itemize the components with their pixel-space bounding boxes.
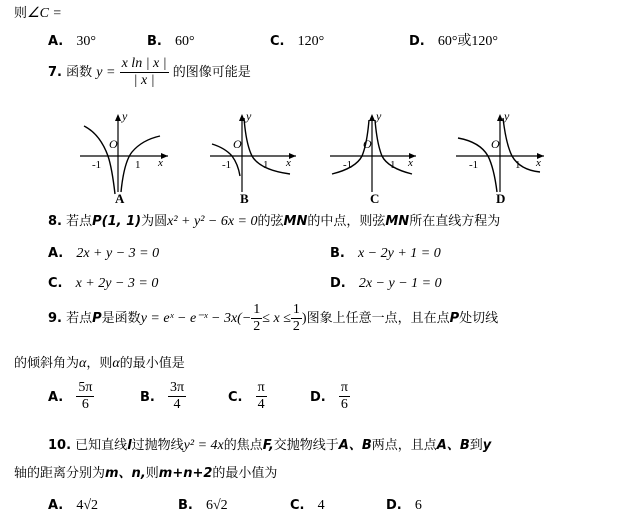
q6-option-d[interactable]: D. 60°或120°	[409, 34, 499, 49]
q7-suffix: 的图像可能是	[172, 65, 251, 80]
q9-half-left: $\frac{1}{2}$	[253, 302, 261, 334]
intro-line	[14, 2, 62, 22]
q9-option-c[interactable]: C. $\frac{\pi}{4}$	[228, 380, 265, 412]
graph-a-right-curve	[121, 136, 160, 192]
q7-fraction: $\frac{\text{x ln | x |}}{| x |}$	[121, 56, 167, 88]
q9-number: 9.	[48, 311, 62, 326]
q8-option-c[interactable]: C. x + 2y − 3 = 0	[48, 276, 159, 291]
q9-option-d[interactable]: D. $\frac{\pi}{6}$	[310, 380, 348, 412]
graph-d-caption: D	[496, 191, 506, 204]
graph-a-x-label: x	[158, 157, 163, 169]
graph-d-origin: O	[491, 137, 500, 151]
graph-a-tick-pos: 1	[135, 159, 141, 171]
graph-c-tick-neg: -1	[343, 159, 353, 171]
graph-a-y-label: y	[122, 109, 128, 123]
q9-stem-line2: 的倾斜角为α，则α的最小值是	[14, 356, 185, 371]
q9-half-right: $\frac{1}{2}$	[292, 302, 300, 334]
q8-number: 8.	[48, 214, 62, 229]
q8-equation: x² + y² − 6x = 0	[167, 214, 258, 229]
q8-option-d[interactable]: D. 2x − y − 1 = 0	[330, 276, 442, 291]
q7-stem	[48, 56, 251, 89]
q10-expression: m+n+2	[158, 466, 213, 481]
q9-option-a[interactable]: A. $\frac{5\pi}{6}$	[48, 380, 93, 412]
graph-a[interactable]	[80, 109, 168, 204]
graph-b-y-label: y	[246, 109, 252, 123]
q10-stem: 10. 已知直线l过抛物线y² = 4x的焦点F,交抛物线于A、B两点，且点A、B到y	[48, 438, 492, 453]
q9-stem: 9. 若点P是函数y = eˣ − e⁻ˣ − 3x(− $\frac{1}{2}$ ≤ x ≤ $\frac{1}{2}$ )图象上任意一点，且在点P处切线	[48, 302, 499, 334]
graph-c-y-label: y	[376, 109, 382, 123]
q10-option-a[interactable]: A. 4√2	[48, 498, 99, 513]
intro-prefix: 则	[14, 6, 28, 21]
q9-option-b[interactable]: B. $\frac{3\pi}{4}$	[140, 380, 185, 412]
q9-function: y = eˣ − e⁻ˣ − 3x(−	[140, 311, 252, 326]
q8-option-b[interactable]: B. x − 2y + 1 = 0	[330, 246, 441, 261]
q10-parabola: y² = 4x	[183, 438, 224, 453]
graph-a-origin: O	[109, 137, 118, 151]
q10-option-b[interactable]: B. 6√2	[178, 498, 228, 513]
q6-option-c[interactable]: C. 120°	[270, 34, 325, 49]
graph-b-origin: O	[233, 137, 242, 151]
q8-stem: 8. 若点P(1, 1)为圆x² + y² − 6x = 0的弦MN的中点，则弦MN所在直线方程为	[48, 214, 501, 229]
graph-b[interactable]	[210, 109, 296, 204]
graph-b-x-label: x	[286, 157, 291, 169]
q7-lhs: y =	[96, 65, 116, 80]
intro-angle: ∠C =	[27, 6, 62, 21]
q8-point: P(1, 1)	[92, 214, 142, 229]
graph-c-caption: C	[370, 191, 380, 204]
q7-graphs	[60, 104, 580, 204]
graph-d-tick-neg: -1	[469, 159, 479, 171]
graph-b-tick-pos: 1	[263, 159, 269, 171]
graph-d-x-label: x	[536, 157, 541, 169]
graph-b-tick-neg: -1	[222, 159, 232, 171]
q6-option-b[interactable]: B. 60°	[147, 34, 195, 49]
graph-b-caption: B	[240, 191, 249, 204]
q6-option-a[interactable]: A. 30°	[48, 34, 96, 49]
graph-a-tick-neg: -1	[92, 159, 102, 171]
graph-c[interactable]	[330, 109, 416, 204]
q10-stem-line2: 轴的距离分别为m、n,则m+n+2的最小值为	[14, 466, 278, 481]
q10-option-d[interactable]: D. 6	[386, 498, 422, 513]
q10-number: 10.	[48, 438, 72, 453]
q8-option-a[interactable]: A. 2x + y − 3 = 0	[48, 246, 160, 261]
graph-c-origin: O	[363, 137, 372, 151]
q7-number: 7.	[48, 65, 62, 80]
graph-c-x-label: x	[408, 157, 413, 169]
graph-d[interactable]	[456, 109, 544, 204]
graph-d-right-curve	[503, 118, 540, 172]
q10-option-c[interactable]: C. 4	[290, 498, 325, 513]
graph-d-tick-pos: 1	[515, 159, 521, 171]
graph-c-tick-pos: 1	[390, 159, 396, 171]
q7-prefix: 函数	[66, 65, 93, 80]
graph-d-y-label: y	[504, 109, 510, 123]
graph-a-caption: A	[115, 191, 125, 204]
